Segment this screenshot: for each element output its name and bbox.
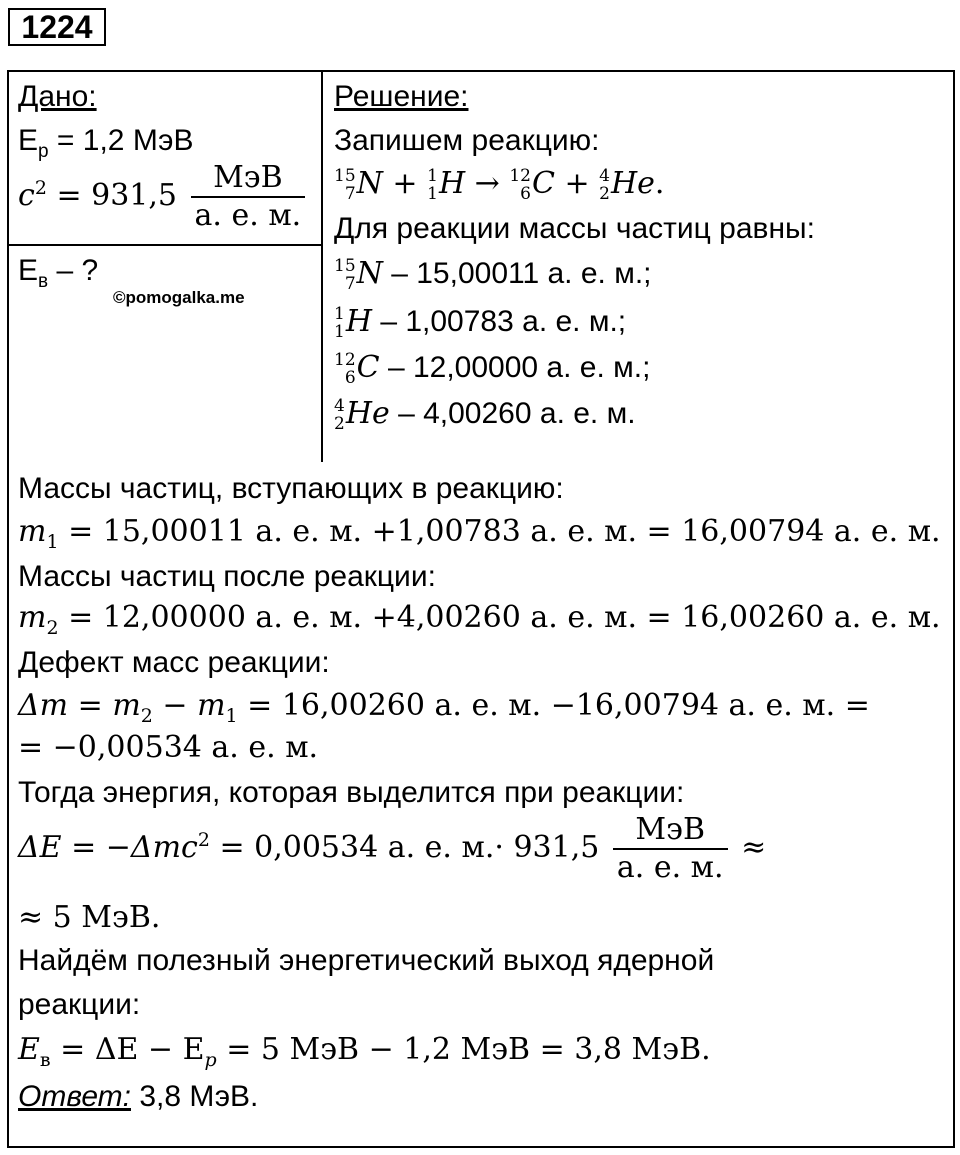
de-fraction: $\frac{\text{МэВ}}{а. е. м.}$ — [613, 814, 728, 884]
find-ev: $E_в$ – ? — [18, 254, 99, 292]
given-ep: $E_р = 1,2$ МэВ — [18, 124, 194, 162]
masses-intro: Для реакции массы частиц равны: — [334, 212, 815, 245]
dm-equation: $\Delta m = m_2 - m_1 = 16,00260$ а. е. м. −16,00794 а. е. м. = — [18, 688, 870, 727]
energy-intro: Тогда энергия, которая выделится при реакции: — [18, 776, 685, 809]
before-reaction-label: Массы частиц, вступающих в реакцию: — [18, 472, 564, 505]
mass-carbon: 12 6 C – 12,00000 а. е. м.; — [334, 350, 651, 388]
reaction-equation: 15 7 N + 1 1 H → 12 6 C + 4 2 He. — [334, 166, 665, 204]
de-result: ≈ 5 МэВ. — [18, 900, 161, 935]
given-find-divider — [7, 244, 323, 246]
given-c2-fraction: $\frac{\text{МэВ}}{а. е. м.}$ — [191, 162, 306, 232]
watermark: ©pomogalka.me — [113, 288, 245, 307]
answer: Ответ: 3,8 МэВ. — [18, 1080, 259, 1113]
useful-line-2: реакции: — [18, 988, 141, 1021]
defect-label: Дефект масс реакции: — [18, 646, 330, 679]
mass-helium: 4 2 He – 4,00260 а. е. м. — [334, 396, 636, 434]
given-c2: $c^2 = 931,5$ $\frac{\text{МэВ}}{а. е. м.}$ — [18, 162, 309, 232]
column-divider — [321, 70, 323, 462]
m2-equation: $m_2 = 12,00000$ а. е. м. +4,00260 а. е. м. = 16,00260 а. е. м. — [18, 600, 941, 639]
m1-equation: $m_1 = 15,00011$ а. е. м. +1,00783 а. е. м. = 16,00794 а. е. м. — [18, 514, 941, 553]
write-reaction-label: Запишем реакцию: — [334, 124, 600, 157]
given-header: Дано: — [18, 80, 97, 113]
mass-hydrogen: 1 1 H – 1,00783 а. е. м.; — [334, 304, 627, 342]
useful-line-1: Найдём полезный энергетический выход ядерной — [18, 944, 715, 977]
after-reaction-label: Массы частиц после реакции: — [18, 560, 436, 593]
ev-equation: $E_в = \Delta E - E_p = 5$ МэВ − 1,2 МэВ = 3,8 МэВ. — [18, 1032, 711, 1071]
mass-nitrogen: 15 7 N – 15,00011 а. е. м.; — [334, 256, 652, 294]
dm-result: = −0,00534 а. е. м. — [18, 730, 319, 765]
problem-number: 1224 — [8, 8, 106, 46]
solution-header: Решение: — [334, 80, 469, 113]
de-equation: ΔE = −Δmc$^2$ = 0,00534 а. е. м.· 931,5 $\frac{\text{МэВ}}{а. е. м.}$ ≈ — [18, 812, 767, 885]
